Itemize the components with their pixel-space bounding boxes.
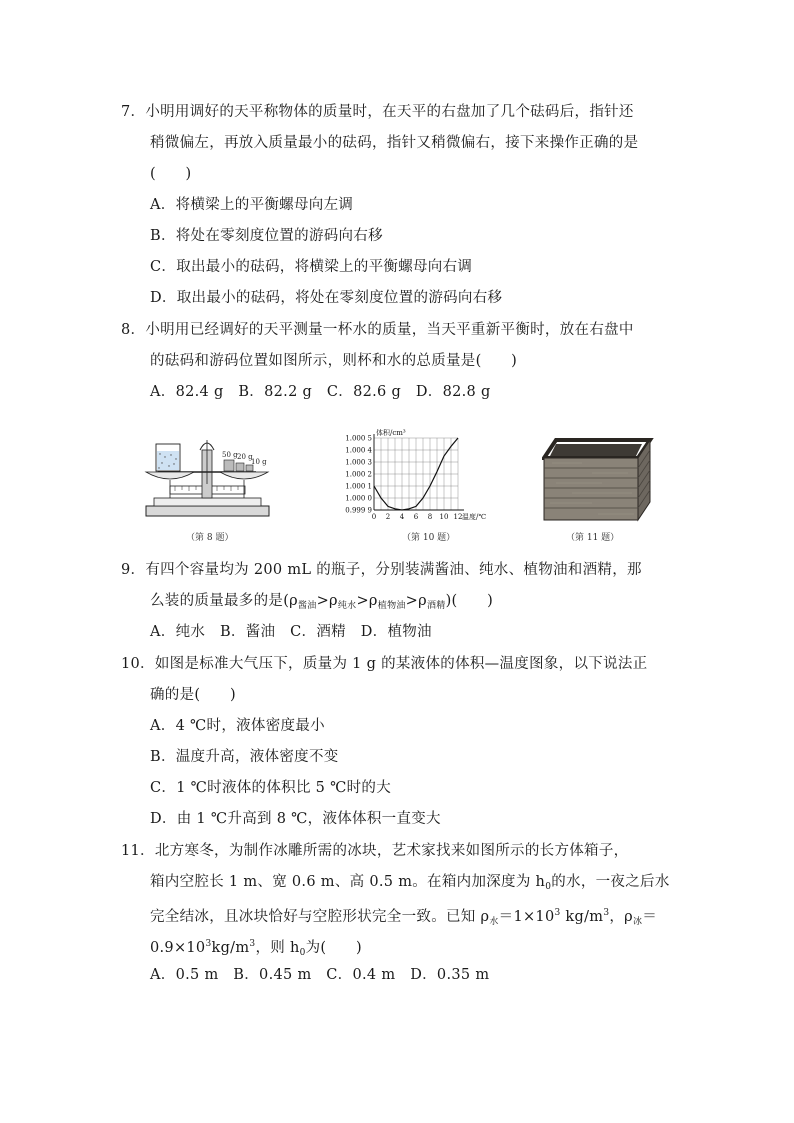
fig10-caption: （第 10 题） <box>402 533 456 543</box>
q11-text: ＝1×10 <box>498 909 555 925</box>
y-tick-label: 0.999 9 <box>345 506 372 515</box>
q11-text: kg/m <box>560 909 604 925</box>
q11-text: ，ρ <box>609 909 633 925</box>
weight-label-50: 50 g <box>222 451 238 459</box>
x-tick-label: 6 <box>413 513 419 521</box>
q11-text: 0.9×10 <box>150 940 206 956</box>
y-tick-label: 1.000 0 <box>345 494 372 503</box>
q10-option-a: A．4 ℃时，液体密度最小 <box>150 718 325 734</box>
q11-text: ，则 h <box>255 940 300 956</box>
q8-line2: 的砝码和游码位置如图所示，则杯和水的总质量是( ) <box>150 353 518 369</box>
q9-line2 <box>150 591 493 616</box>
subscript-soy-sauce: 酱油 <box>297 601 317 611</box>
greater-than: >ρ <box>405 593 427 609</box>
x-tick-label: 0 <box>371 513 377 521</box>
q7-line3: ( ) <box>150 166 192 182</box>
q9-text: 么装的质量最多的是(ρ <box>150 593 298 609</box>
subscript-ice: 冰 <box>632 917 643 927</box>
q9-line1: 9．有四个容量均为 200 mL 的瓶子，分别装满酱油、纯水、植物油和酒精，那 <box>121 562 642 578</box>
q7-option-a: A．将横梁上的平衡螺母向左调 <box>150 197 354 213</box>
q10-line1: 10．如图是标准大气压下，质量为 1 g 的某液体的体积—温度图象，以下说法正 <box>121 656 648 672</box>
weight-label-20: 20 g <box>237 453 253 461</box>
q11-text: ＝ <box>642 909 658 925</box>
q9-options: A．纯水 B．酱油 C．酒精 D．植物油 <box>150 624 432 640</box>
fig11-wooden-box-image <box>542 438 654 522</box>
subscript-zero: 0 <box>545 882 552 892</box>
fig8-caption: （第 8 题） <box>186 533 234 543</box>
fig11-caption: （第 11 题） <box>566 533 620 543</box>
q7-option-c: C．取出最小的砝码，将横梁上的平衡螺母向右调 <box>150 259 473 275</box>
q10-option-d: D．由 1 ℃升高到 8 ℃，液体体积一直变大 <box>150 811 441 827</box>
greater-than: >ρ <box>356 593 378 609</box>
x-tick-label: 10 <box>439 513 449 521</box>
q11-text: kg/m <box>211 940 250 956</box>
x-tick-label: 4 <box>399 513 405 521</box>
q9-paren: )( ) <box>445 593 494 609</box>
x-axis-label: 温度/℃ <box>462 513 487 521</box>
superscript: 3 <box>205 939 212 949</box>
q8-line1: 8．小明用已经调好的天平测量一杯水的质量，当天平重新平衡时，放在右盘中 <box>121 322 634 338</box>
x-tick-label: 2 <box>385 513 391 521</box>
q7-line2: 稍微偏左，再放入质量最小的砝码，指针又稍微偏右，接下来操作正确的是 <box>150 135 639 151</box>
fig10-chart <box>336 428 496 530</box>
q11-text: 的水，一夜之后水 <box>551 874 670 890</box>
x-tick-label: 8 <box>427 513 433 521</box>
q11-line3 <box>150 903 657 932</box>
subscript-water: 水 <box>489 917 499 927</box>
superscript: 3 <box>249 939 256 949</box>
q11-text: 完全结冰，且冰块恰好与空腔形状完全一致。已知 ρ <box>150 909 490 925</box>
fig8-balance-image <box>140 428 275 528</box>
x-tick-label: 12 <box>453 513 463 521</box>
q11-line1: 11．北方寒冬，为制作冰雕所需的冰块，艺术家找来如图所示的长方体箱子， <box>121 843 629 859</box>
q7-line1: 7．小明用调好的天平称物体的质量时，在天平的右盘加了几个砝码后，指针还 <box>121 104 634 120</box>
y-tick-label: 1.000 5 <box>345 434 372 443</box>
q11-line2 <box>150 872 670 897</box>
subscript-zero: 0 <box>299 948 306 958</box>
greater-than: >ρ <box>316 593 338 609</box>
q8-options: A．82.4 g B．82.2 g C．82.6 g D．82.8 g <box>150 384 491 400</box>
q11-line4 <box>150 934 362 963</box>
q11-options: A．0.5 m B．0.45 m C．0.4 m D．0.35 m <box>150 967 490 983</box>
weight-label-10: 10 g <box>251 458 267 466</box>
q10-line2: 确的是( ) <box>150 687 236 703</box>
q11-text: 为( ) <box>305 940 362 956</box>
subscript-alcohol: 酒精 <box>426 601 446 611</box>
q7-option-b: B．将处在零刻度位置的游码向右移 <box>150 228 383 244</box>
superscript: 3 <box>554 908 561 918</box>
q10-option-c: C．1 ℃时液体的体积比 5 ℃时的大 <box>150 780 392 796</box>
y-tick-label: 1.000 3 <box>345 458 372 467</box>
y-axis-label: 体积/cm³ <box>376 429 406 437</box>
y-tick-label: 1.000 1 <box>345 482 372 491</box>
q7-option-d: D．取出最小的砝码，将处在零刻度位置的游码向右移 <box>150 290 503 306</box>
y-tick-label: 1.000 4 <box>345 446 372 455</box>
subscript-pure-water: 纯水 <box>337 601 357 611</box>
y-tick-label: 1.000 2 <box>345 470 372 479</box>
subscript-vegetable-oil: 植物油 <box>377 601 406 611</box>
q10-option-b: B．温度升高，液体密度不变 <box>150 749 339 765</box>
q11-text: 箱内空腔长 1 m、宽 0.6 m、高 0.5 m。在箱内加深度为 h <box>150 874 546 890</box>
superscript: 3 <box>603 908 610 918</box>
